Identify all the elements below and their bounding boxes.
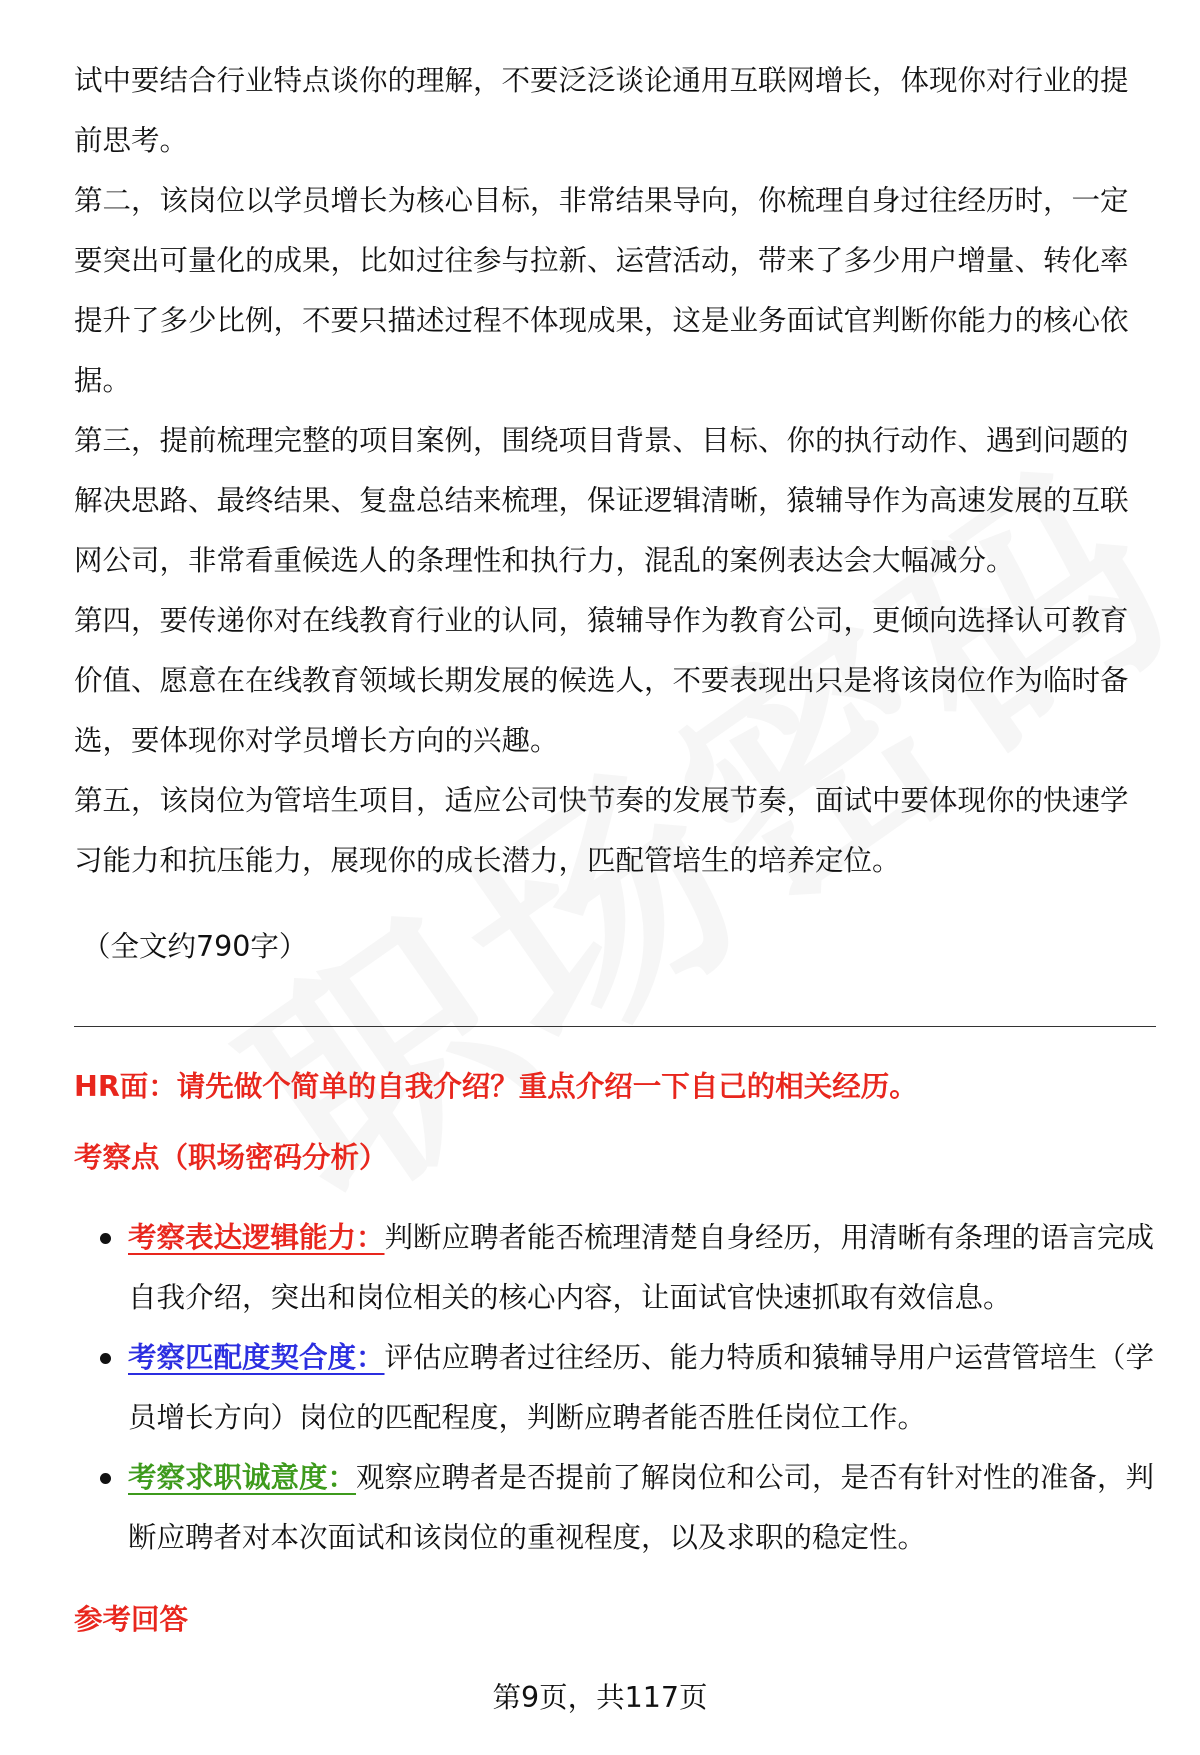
section-divider xyxy=(74,1026,1156,1027)
paragraph-fourth: 第四，要传递你对在线教育行业的认同，猿辅导作为教育公司，更倾向选择认可教育价值、愿意在在线教育领域长期发展的候选人，不要表现出只是将该岗位作为临时备选，要体现你对学员增长方向的兴趣。 xyxy=(74,604,1129,757)
bullet-dot-icon xyxy=(100,1233,111,1244)
bullet-label: 考察求职诚意度： xyxy=(128,1461,357,1494)
bullet-item-fit xyxy=(96,1328,1156,1448)
bullet-text: 观察应聘者是否提前了解岗位和公司，是否有针对性的准备，判断应聘者对本次面试和该岗位的重视程度，以及求职的稳定性。 xyxy=(128,1461,1155,1554)
assessment-points-heading: 考察点（职场密码分析） xyxy=(74,1141,388,1174)
bullet-label: 考察表达逻辑能力： xyxy=(128,1221,385,1254)
bullet-dot-icon xyxy=(100,1353,111,1364)
paragraph-fifth: 第五，该岗位为管培生项目，适应公司快节奏的发展节奏，面试中要体现你的快速学习能力和抗压能力，展现你的成长潜力，匹配管培生的培养定位。 xyxy=(74,784,1129,877)
bullet-label: 考察匹配度契合度： xyxy=(128,1341,385,1374)
word-count: （全文约790字） xyxy=(82,930,308,963)
hr-question-heading: HR面：请先做个简单的自我介绍？重点介绍一下自己的相关经历。 xyxy=(74,1070,918,1103)
bullet-text: 判断应聘者能否梳理清楚自身经历，用清晰有条理的语言完成自我介绍，突出和岗位相关的核心内容，让面试官快速抓取有效信息。 xyxy=(128,1221,1155,1314)
paragraph-continued: 试中要结合行业特点谈你的理解，不要泛泛谈论通用互联网增长，体现你对行业的提前思考。 xyxy=(74,64,1129,157)
paragraph-second: 第二，该岗位以学员增长为核心目标，非常结果导向，你梳理自身过往经历时，一定要突出可量化的成果，比如过往参与拉新、运营活动，带来了多少用户增量、转化率提升了多少比例，不要只描述过程不体现成果，这是业务面试官判断你能力的核心依据。 xyxy=(74,184,1129,397)
page-footer: 第9页，共117页 xyxy=(492,1681,708,1714)
paragraph-third: 第三，提前梳理完整的项目案例，围绕项目背景、目标、你的执行动作、遇到问题的解决思路、最终结果、复盘总结来梳理，保证逻辑清晰，猿辅导作为高速发展的互联网公司，非常看重候选人的条理性和执行力，混乱的案例表达会大幅减分。 xyxy=(74,424,1129,577)
bullet-dot-icon xyxy=(100,1473,111,1484)
bullet-item-logic xyxy=(96,1208,1156,1328)
bullet-item-sincerity xyxy=(96,1448,1156,1568)
bullet-text: 评估应聘者过往经历、能力特质和猿辅导用户运营管培生（学员增长方向）岗位的匹配程度，判断应聘者能否胜任岗位工作。 xyxy=(128,1341,1155,1434)
reference-answer-heading: 参考回答 xyxy=(74,1603,189,1636)
